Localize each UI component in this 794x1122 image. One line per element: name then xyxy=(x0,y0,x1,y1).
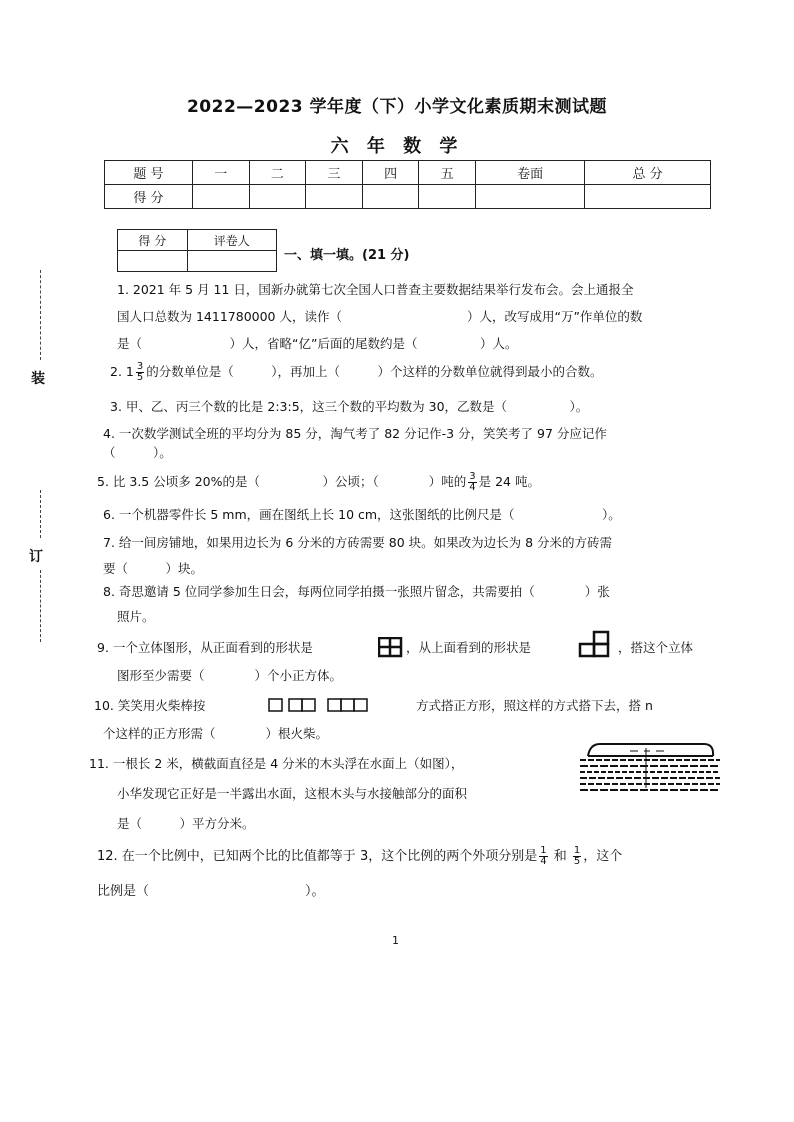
fraction-denominator: 4 xyxy=(469,482,476,493)
question-10-line2: 个这样的正方形需（ ）根火柴。 xyxy=(103,726,329,741)
score-input-cell[interactable] xyxy=(306,185,363,209)
score-cell: 总 分 xyxy=(585,161,711,185)
question-7-line2: 要（ ）块。 xyxy=(103,561,204,576)
grader-score-cell[interactable] xyxy=(118,251,188,272)
front-view-figure xyxy=(378,637,404,659)
score-cell: 题 号 xyxy=(105,161,193,185)
question-6: 6. 一个机器零件长 5 mm，画在图纸上长 10 cm，这张图纸的比例尺是（ ）。 xyxy=(103,507,621,522)
question-12-text-b: ，这个 xyxy=(583,849,623,864)
score-cell: 二 xyxy=(249,161,306,185)
page-number: 1 xyxy=(392,934,399,947)
score-table-score-row xyxy=(105,185,711,209)
binding-mark-ding: 订 xyxy=(29,549,43,565)
score-cell: 三 xyxy=(306,161,363,185)
question-10-text-b: 方式搭正方形，照这样的方式搭下去，搭 n xyxy=(416,698,653,713)
score-cell: 一 xyxy=(193,161,250,185)
score-input-cell[interactable] xyxy=(362,185,419,209)
question-2 xyxy=(110,362,603,383)
fraction-denominator: 5 xyxy=(573,856,581,867)
question-5-text-b: 是 24 吨。 xyxy=(478,474,540,489)
grader-name-cell[interactable] xyxy=(187,251,276,272)
question-9-text-b: ，从上面看到的形状是 xyxy=(406,640,532,655)
fraction-numerator: 1 xyxy=(540,845,547,856)
score-input-cell[interactable] xyxy=(476,185,585,209)
score-table xyxy=(104,160,711,209)
question-4-line1: 4. 一次数学测试全班的平均分为 85 分，淘气考了 82 分记作-3 分，笑笑考了 97 分应记作 xyxy=(103,426,607,441)
question-12-line2: 比例是（ ）。 xyxy=(97,884,325,899)
question-5 xyxy=(97,472,540,493)
floating-log-figure xyxy=(580,738,720,796)
question-8-line1: 8. 奇思邀请 5 位同学参加生日会，每两位同学拍摄一张照片留念，共需要拍（ ）张 xyxy=(103,584,610,599)
fraction-numerator: 3 xyxy=(136,361,144,372)
binding-mark-zhuang: 装 xyxy=(31,371,45,387)
question-1-line1: 1. 2021 年 5 月 11 日，国新办就第七次全国人口普查主要数据结果举行发布会。会上通报全 xyxy=(117,282,634,297)
top-view-figure xyxy=(577,630,611,658)
question-9-text-a: 9. 一个立体图形，从正面看到的形状是 xyxy=(97,640,313,655)
score-input-cell[interactable] xyxy=(585,185,711,209)
binding-line xyxy=(40,270,41,360)
question-8-line2: 照片。 xyxy=(117,609,155,624)
fraction-one-fifth xyxy=(573,846,581,867)
question-3: 3. 甲、乙、丙三个数的比是 2:3:5，这三个数的平均数为 30，乙数是（ ）。 xyxy=(110,399,589,414)
question-11-line1: 11. 一根长 2 米，横截面直径是 4 分米的木头浮在水面上（如图）， xyxy=(89,756,464,771)
question-5-text-a: 5. 比 3.5 公顷多 20%的是（ ）公顷；（ ）吨的 xyxy=(97,474,467,489)
section-title: 一、填一填。(21 分) xyxy=(284,248,410,263)
question-7-line1: 7. 给一间房铺地，如果用边长为 6 分米的方砖需要 80 块。如果改为边长为 8 分米的方砖需 xyxy=(103,535,613,550)
question-9-line2: 图形至少需要（ ）个小正方体。 xyxy=(117,668,343,683)
score-input-cell[interactable] xyxy=(419,185,476,209)
exam-title: 2022—2023 学年度（下）小学文化素质期末测试题 xyxy=(186,97,608,117)
question-11-line2: 小华发现它正好是一半露出水面，这根木头与水接触部分的面积 xyxy=(117,786,468,801)
fraction-numerator: 3 xyxy=(469,471,476,482)
grader-score-label: 得 分 xyxy=(118,230,188,251)
score-cell: 五 xyxy=(419,161,476,185)
fraction-one-quarter xyxy=(539,846,547,867)
score-row-label: 得 分 xyxy=(105,185,193,209)
score-cell: 卷面 xyxy=(476,161,585,185)
binding-line xyxy=(40,570,41,642)
question-2-prefix: 2. xyxy=(110,364,126,379)
fraction-denominator: 5 xyxy=(136,372,144,383)
question-1-line2: 国人口总数为 1411780000 人，读作（ ）人，改写成用“万”作单位的数 xyxy=(117,309,643,324)
question-1-line3: 是（ ）人，省略“亿”后面的尾数约是（ ）人。 xyxy=(117,336,518,351)
score-table-header-row xyxy=(105,161,711,185)
binding-line xyxy=(40,490,41,538)
fraction-numerator: 1 xyxy=(573,845,581,856)
question-4-line2: （ ）。 xyxy=(103,445,172,460)
fraction-three-fifths xyxy=(136,362,144,383)
question-2-text: 的分数单位是（ ），再加上（ ）个这样的分数单位就得到最小的合数。 xyxy=(146,364,603,379)
grader-table xyxy=(117,229,277,272)
question-11-line3: 是（ ）平方分米。 xyxy=(117,816,255,831)
exam-subtitle: 六 年 数 学 xyxy=(330,136,464,157)
score-cell: 四 xyxy=(362,161,419,185)
fraction-three-quarters xyxy=(468,472,476,493)
question-2-whole: 1 xyxy=(125,364,134,379)
question-9-text-c: ，搭这个立体 xyxy=(618,640,694,655)
matchstick-squares-figure xyxy=(268,697,380,713)
question-12-text-a: 12. 在一个比例中，已知两个比的比值都等于 3，这个比例的两个外项分别是 xyxy=(97,849,538,864)
grader-name-label: 评卷人 xyxy=(187,230,276,251)
fraction-denominator: 4 xyxy=(540,856,547,867)
question-12-mid: 和 xyxy=(549,849,571,864)
question-10-text-a: 10. 笑笑用火柴棒按 xyxy=(94,698,206,713)
score-input-cell[interactable] xyxy=(249,185,306,209)
score-input-cell[interactable] xyxy=(193,185,250,209)
question-12 xyxy=(97,846,622,867)
